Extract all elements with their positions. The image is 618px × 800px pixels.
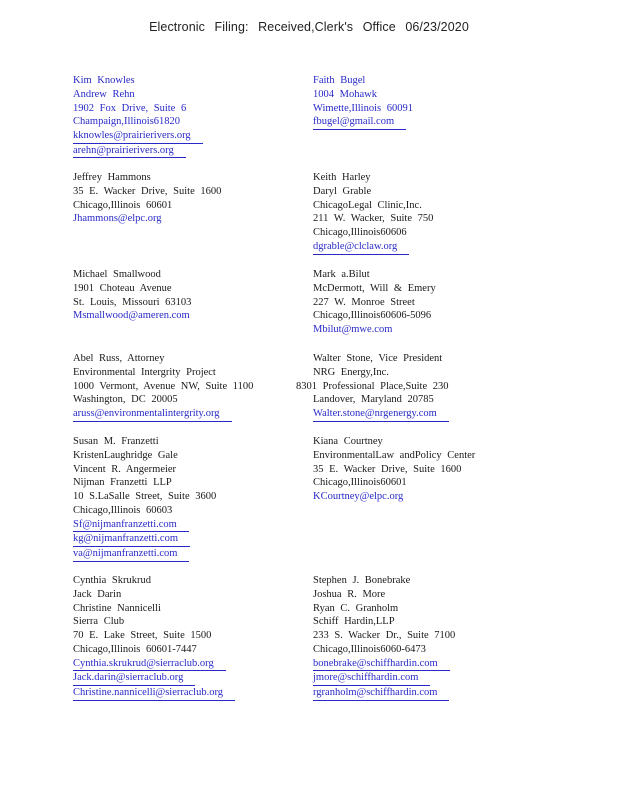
- contact-name: Daryl Grable: [313, 185, 372, 197]
- contact-name: Walter Stone, Vice President: [313, 353, 443, 364]
- contact-block: [73, 435, 216, 562]
- contact-city: Chicago,Illinois60601: [313, 477, 407, 489]
- email-link[interactable]: fbugel@gmail.com: [313, 116, 406, 130]
- contact-name: Mark a.Bilut: [313, 269, 370, 280]
- contact-organization: EnvironmentalLaw andPolicy Center: [313, 449, 476, 461]
- contact-name: Abel Russ, Attorney: [73, 353, 165, 364]
- contact-address: 35 E. Wacker Drive, Suite 1600: [313, 463, 462, 475]
- email-link[interactable]: Christine.nannicelli@sierraclub.org: [73, 687, 235, 701]
- contact-block: [73, 74, 203, 158]
- contact-city: Landover, Maryland 20785: [313, 394, 434, 406]
- contact-name: Michael Smallwood: [73, 269, 161, 280]
- email-link[interactable]: aruss@environmentalintergrity.org: [73, 408, 232, 422]
- contact-address: 35 E. Wacker Drive, Suite 1600: [73, 185, 222, 197]
- contact-name: Cynthia Skrukrud: [73, 575, 151, 586]
- contact-name: Christine Nannicelli: [73, 602, 161, 614]
- email-link[interactable]: arehn@prairierivers.org: [73, 145, 186, 159]
- contact-organization: Sierra Club: [73, 616, 125, 628]
- email-link[interactable]: kg@nijmanfranzetti.com: [73, 533, 190, 547]
- email-link[interactable]: rgranholm@schiffhardin.com: [313, 687, 449, 701]
- email-link[interactable]: Cynthia.skrukrud@sierraclub.org: [73, 658, 226, 672]
- email-link[interactable]: Msmallwood@ameren.com: [73, 310, 190, 322]
- contact-organization: McDermott, Will & Emery: [313, 282, 436, 294]
- contact-address: 1902 Fox Drive, Suite 6: [73, 102, 187, 114]
- email-link[interactable]: bonebrake@schiffhardin.com: [313, 658, 450, 672]
- contact-address: 211 W. Wacker, Suite 750: [313, 213, 434, 225]
- contact-city: Chicago,Illinois60606: [313, 227, 407, 239]
- contact-address: 8301 Professional Place,Suite 230: [296, 380, 449, 392]
- contact-name: Vincent R. Angermeier: [73, 463, 177, 475]
- contact-block: [73, 171, 221, 226]
- contact-city: Chicago,Illinois6060-6473: [313, 643, 426, 655]
- email-link[interactable]: Sf@nijmanfranzetti.com: [73, 519, 189, 533]
- email-link[interactable]: Walter.stone@nrgenergy.com: [313, 408, 449, 422]
- contact-organization: ChicagoLegal Clinic,Inc.: [313, 199, 422, 211]
- email-link[interactable]: KCourtney@elpc.org: [313, 491, 404, 503]
- contact-name: Joshua R. More: [313, 588, 386, 600]
- contact-city: Chicago,Illinois 60601-7447: [73, 643, 197, 655]
- email-link[interactable]: va@nijmanfranzetti.com: [73, 548, 189, 562]
- contact-organization: Schiff Hardin,LLP: [313, 616, 395, 628]
- contact-name: Faith Bugel: [313, 75, 366, 86]
- contact-city: Wimette,Illinois 60091: [313, 102, 413, 114]
- contact-name: Jeffrey Hammons: [73, 172, 151, 183]
- contact-address: 1004 Mohawk: [313, 88, 377, 100]
- contact-name: Andrew Rehn: [73, 88, 135, 100]
- filing-header: Electronic Filing: Received,Clerk's Office 06/23/2020: [149, 20, 469, 34]
- contact-name: Jack Darin: [73, 588, 122, 600]
- contact-organization: NRG Energy,Inc.: [313, 366, 389, 378]
- contact-address: 70 E. Lake Street, Suite 1500: [73, 630, 212, 642]
- contact-block: [313, 171, 433, 255]
- contact-block: [296, 352, 449, 422]
- contact-address: 10 S.LaSalle Street, Suite 3600: [73, 491, 217, 503]
- contact-name: Stephen J. Bonebrake: [313, 575, 411, 586]
- contact-address: 1000 Vermont, Avenue NW, Suite 1100: [73, 380, 254, 392]
- contact-name: KristenLaughridge Gale: [73, 449, 178, 461]
- contact-block: [73, 352, 253, 422]
- contact-organization: Environmental Intergrity Project: [73, 366, 216, 378]
- contact-city: Chicago,Illinois 60603: [73, 504, 173, 516]
- contact-name: Kim Knowles: [73, 75, 135, 86]
- contact-address: 227 W. Monroe Street: [313, 296, 415, 308]
- contact-organization: Nijman Franzetti LLP: [73, 477, 172, 489]
- contact-block: [73, 268, 191, 323]
- email-link[interactable]: Mbilut@mwe.com: [313, 324, 393, 336]
- contact-city: Champaign,Illinois61820: [73, 116, 181, 128]
- email-link[interactable]: Jack.darin@sierraclub.org: [73, 672, 195, 686]
- contact-name: Ryan C. Granholm: [313, 602, 399, 614]
- email-link[interactable]: kknowles@prairierivers.org: [73, 130, 203, 144]
- contact-name: Kiana Courtney: [313, 436, 383, 447]
- contact-city: Washington, DC 20005: [73, 394, 178, 406]
- email-link[interactable]: jmore@schiffhardin.com: [313, 672, 430, 686]
- email-link[interactable]: Jhammons@elpc.org: [73, 213, 162, 225]
- contact-block: [313, 435, 475, 504]
- email-link[interactable]: dgrable@clclaw.org: [313, 241, 409, 255]
- contact-block: [313, 74, 413, 130]
- contact-name: Susan M. Franzetti: [73, 436, 159, 447]
- contact-address: 1901 Choteau Avenue: [73, 282, 172, 294]
- contact-block: [313, 574, 455, 701]
- contact-city: Chicago,Illinois60606-5096: [313, 310, 432, 322]
- contact-city: Chicago,Illinois 60601: [73, 199, 173, 211]
- contact-block: [73, 574, 235, 701]
- contact-name: Keith Harley: [313, 172, 371, 183]
- contact-block: [313, 268, 436, 337]
- contact-address: 233 S. Wacker Dr., Suite 7100: [313, 630, 456, 642]
- contact-city: St. Louis, Missouri 63103: [73, 296, 192, 308]
